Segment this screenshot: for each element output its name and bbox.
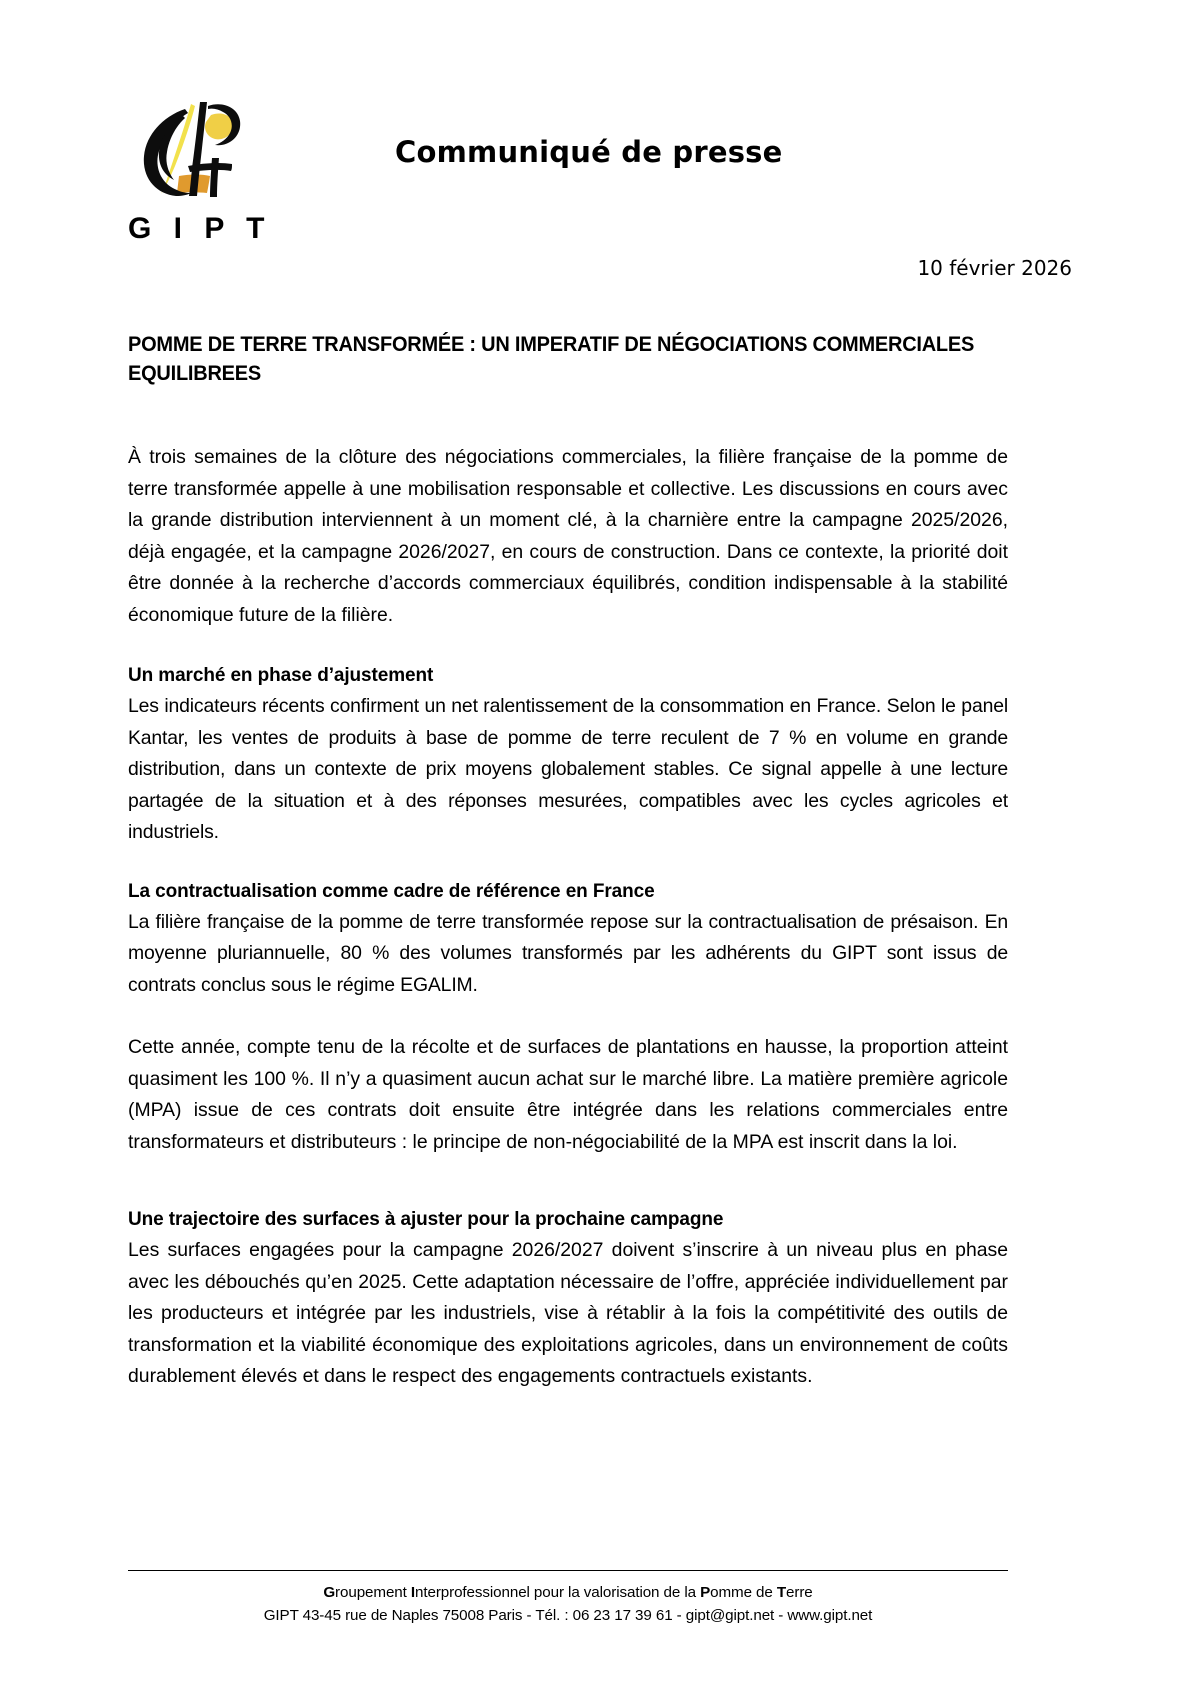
section-trajectoire (128, 1204, 1008, 1393)
document-date: 10 février 2026 (917, 256, 1072, 280)
footer-initial-t: T (776, 1584, 787, 1601)
intro-paragraph-wrap (128, 442, 1008, 631)
section-paragraph-marche-1: Les indicateurs récents confirment un net ralentissement de la consommation en France. Selon le panel Kantar, les ventes de produits à base de pomme de terre reculent de 7 % en volume en grande distribution, dans un contexte de prix moyens globalement stables. Ce signal appelle à une lecture partagée de la situation et à des réponses mesurées, compatibles avec les cycles agricoles et industriels. (128, 695, 1008, 844)
document-header (0, 0, 1200, 300)
section-heading-trajectoire: Une trajectoire des surfaces à ajuster pour la prochaine campagne (128, 1208, 724, 1231)
page-title: Communiqué de presse (395, 135, 783, 169)
section-contractualisation (128, 876, 1008, 1159)
section-heading-contractualisation: La contractualisation comme cadre de référence en France (128, 879, 655, 902)
footer-divider (128, 1570, 1008, 1571)
gipt-wordmark: G I P T (128, 212, 272, 245)
footer-text-1: roupement (335, 1584, 411, 1601)
footer-organisation-line (128, 1581, 1008, 1604)
section-heading-marche: Un marché en phase d’ajustement (128, 664, 434, 687)
section-marche (128, 660, 1008, 849)
section-paragraph-contractualisation-2: Cette année, compte tenu de la récolte et de surfaces de plantations en hausse, la proportion atteint quasiment les 100 %. Il n’y a quasiment aucun achat sur le marché libre. La matière première agricole (MPA) issue de ces contrats doit ensuite être intégrée dans les relations commerciales entre transformateurs et distributeurs : le principe de non-négociabilité de la MPA est inscrit dans la loi. (128, 1036, 1008, 1153)
headline-line-2: EQUILIBREES (128, 361, 261, 386)
footer-initial-p: P (700, 1584, 711, 1601)
footer-initial-i: I (410, 1584, 415, 1601)
section-paragraph-trajectoire-1: Les surfaces engagées pour la campagne 2026/2027 doivent s’inscrire à un niveau plus en phase avec les débouchés qu’en 2025. Cette adaptation nécessaire de l’offre, appréciée individuellement par les producteurs et intégrée par les industriels, vise à rétablir à la fois la compétitivité des outils de transformation et la viabilité économique des exploitations agricoles, dans un environnement de coûts durablement élevés et dans le respect des engagements contractuels existants. (128, 1239, 1008, 1388)
gipt-logo-mark (128, 96, 253, 206)
document-body (128, 330, 1008, 1393)
footer-initial-g: G (323, 1584, 336, 1601)
section-paragraph-contractualisation-1: La filière française de la pomme de terre transformée repose sur la contractualisation de présaison. En moyenne pluriannuelle, 80 % des volumes transformés par les adhérents du GIPT sont issus de contrats conclus sous le régime EGALIM. (128, 910, 1008, 996)
headline-line-1: POMME DE TERRE TRANSFORMÉE : UN IMPERATIF DE NÉGOCIATIONS COMMERCIALES (128, 332, 975, 356)
headline (128, 330, 1008, 388)
intro-paragraph: À trois semaines de la clôture des négociations commerciales, la filière française de la pomme de terre transformée appelle à une mobilisation responsable et collective. Les discussions en cours avec la grande distribution interviennent à un moment clé, à la charnière entre la campagne 2025/2026, déjà engagée, et la campagne 2026/2027, en cours de construction. Dans ce contexte, la priorité doit être donnée à la recherche d’accords commerciaux équilibrés, condition indispensable à la stabilité économique future de la filière. (128, 446, 1008, 626)
footer-text-4: erre (786, 1584, 813, 1601)
gipt-logo (128, 96, 318, 244)
footer-contact-line: GIPT 43-45 rue de Naples 75008 Paris - Tél. : 06 23 17 39 61 - gipt@gipt.net - www.gipt.net (263, 1607, 873, 1624)
footer-text-2: nterprofessionnel pour la valorisation de la (415, 1584, 701, 1601)
document-footer (128, 1570, 1008, 1627)
footer-text-3: omme de (710, 1584, 777, 1601)
